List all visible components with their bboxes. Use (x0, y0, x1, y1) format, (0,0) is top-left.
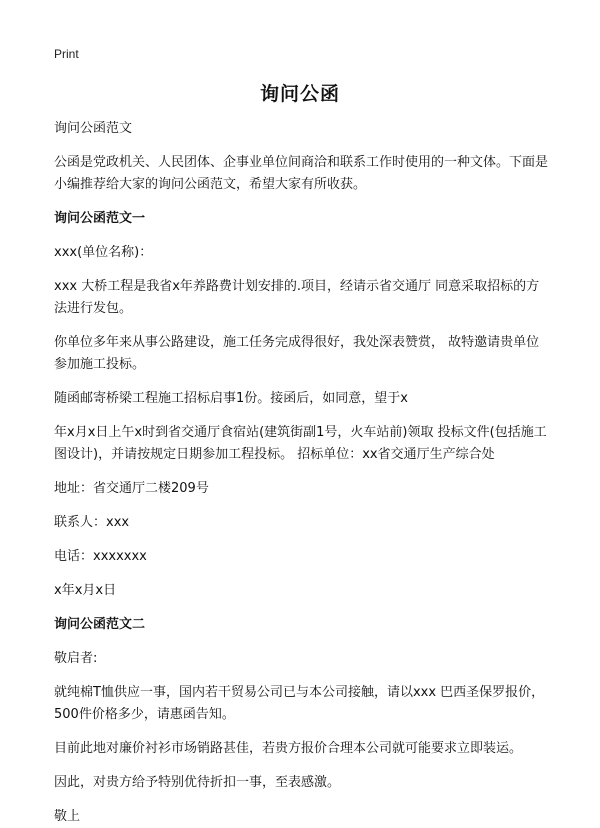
intro-paragraph: 公函是党政机关、人民团体、企事业单位间商洽和联系工作时使用的一种文体。下面是小编推荐给大家的询问公函范文，希望大家有所收获。 (54, 155, 549, 192)
sample1-paragraph-2: 你单位多年来从事公路建设，施工任务完成得很好，我处深表赞赏， 故特邀请贵单位参加施工投标。 (54, 335, 540, 372)
document-body (54, 118, 552, 828)
sample1-address: 地址：省交通厅二楼209号 (54, 481, 209, 496)
sample1-heading: 询问公函范文一 (54, 211, 146, 226)
sample1-paragraph-4: 年x月x日上午x时到省交通厅食宿站(建筑街副1号，火车站前)领取 投标文件(包括施工图设计)，并请按规定日期参加工程投标。 招标单位：xx省交通厅生产综合处 (54, 425, 547, 462)
document-subtitle: 询问公函范文 (54, 121, 133, 136)
sample1-date: x年x月x日 (54, 583, 117, 598)
print-link[interactable]: Print (54, 47, 79, 61)
sample2-paragraph-2: 目前此地对廉价衬衫市场销路甚佳，若贵方报价合理本公司就可能要求立即装运。 (54, 741, 523, 756)
sample1-contact: 联系人：xxx (54, 515, 130, 530)
sample2-heading: 询问公函范文二 (54, 617, 146, 632)
page-title: 询问公函 (259, 83, 340, 105)
sample1-paragraph-1: xxx 大桥工程是我省x年养路费计划安排的.项目，经请示省交通厅 同意采取招标的方法进行发包。 (54, 279, 540, 316)
sample1-paragraph-3: 随函邮寄桥梁工程施工招标启事1份。接函后，如同意，望于x (54, 391, 408, 406)
sample2-paragraph-3: 因此，对贵方给予特别优待折扣一事，至表感激。 (54, 775, 341, 790)
sample1-salutation: xxx(单位名称)： (54, 245, 153, 260)
sample2-salutation: 敬启者: (54, 651, 98, 666)
sample1-phone: 电话：xxxxxxx (54, 549, 147, 564)
sample2-paragraph-1: 就纯棉T恤供应一事，国内若干贸易公司已与本公司接触，请以xxx 巴西圣保罗报价，500件价格多少，请惠函告知。 (54, 685, 545, 722)
sample2-closing: 敬上 (54, 809, 81, 824)
